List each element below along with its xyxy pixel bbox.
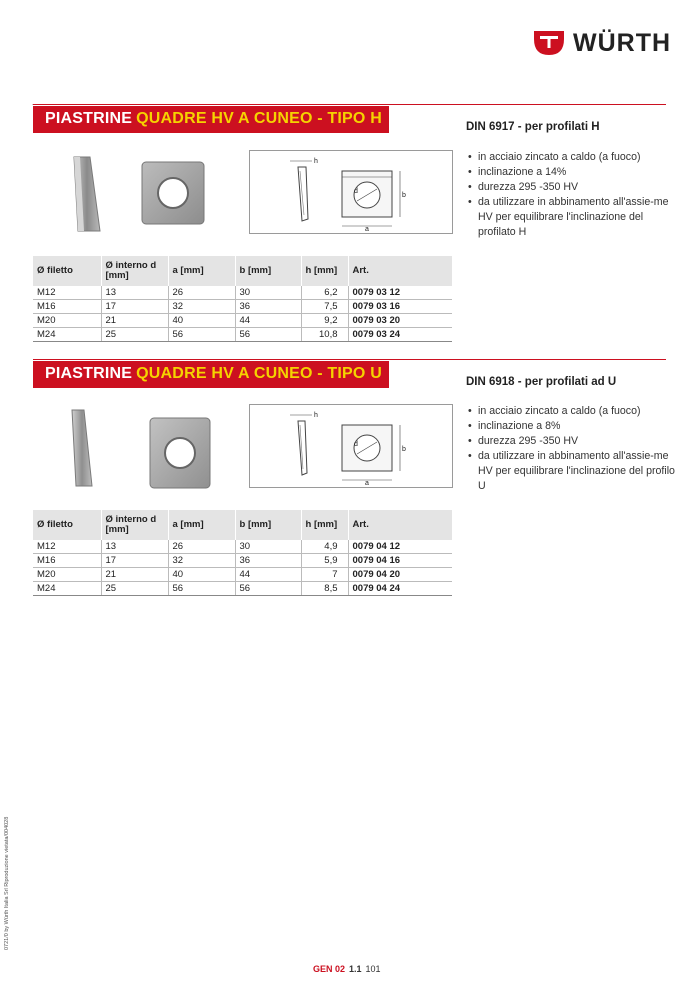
table-header: h [mm] (301, 510, 348, 540)
table-row (33, 300, 452, 314)
section-2-title-yellow: QUADRE HV A CUNEO - TIPO U (136, 365, 382, 382)
diagram-d-label: d (354, 188, 358, 195)
table-cell: 25 (101, 582, 168, 596)
table-cell: 25 (101, 328, 168, 342)
table-header: a [mm] (168, 256, 235, 286)
section-1-din: DIN 6917 - per profilati H (466, 121, 600, 133)
table-cell: 17 (101, 300, 168, 314)
section-2-technical-drawing (249, 404, 453, 488)
table-cell: 30 (235, 540, 301, 554)
square-washer-photo (140, 160, 206, 226)
section-1-bullets (466, 150, 676, 240)
table-cell: 4,9 (301, 540, 348, 554)
table-header: Ø interno d [mm] (101, 510, 168, 540)
table-cell: 32 (168, 554, 235, 568)
article-number: 0079 04 20 (348, 568, 452, 582)
table-cell: M24 (33, 328, 101, 342)
section-1-title-white: PIASTRINE (45, 110, 133, 127)
table-cell: 17 (101, 554, 168, 568)
table-cell: 9,2 (301, 314, 348, 328)
article-number: 0079 04 24 (348, 582, 452, 596)
table-cell: 32 (168, 300, 235, 314)
table-cell: 7 (301, 568, 348, 582)
table-cell: M16 (33, 300, 101, 314)
section-1-spec-table (33, 256, 452, 342)
diagram-b-label: b (402, 446, 406, 453)
copyright-text: 0721/0 by Würth Italia Srl Riproduzione vietata/004028 (4, 816, 10, 950)
section-number: 1.1 (349, 964, 362, 974)
section-2-bullets (466, 404, 676, 494)
section-2-din: DIN 6918 - per profilati ad U (466, 376, 617, 388)
table-row (33, 568, 452, 582)
table-cell: 36 (235, 300, 301, 314)
wedge-side-photo (64, 408, 100, 490)
table-row (33, 286, 452, 300)
page-number: 101 (365, 964, 381, 974)
section-2-rule (33, 359, 666, 360)
table-cell: M24 (33, 582, 101, 596)
table-cell: 44 (235, 568, 301, 582)
diagram-a-label: a (365, 480, 369, 487)
wedge-side-photo (66, 155, 106, 235)
bullet-item: • inclinazione a 14% (466, 165, 676, 180)
page-footer (313, 964, 381, 974)
table-cell: M12 (33, 540, 101, 554)
section-2-spec-table (33, 510, 452, 596)
section-1-banner (33, 106, 389, 133)
section-1-title-yellow: QUADRE HV A CUNEO - TIPO H (136, 110, 382, 127)
table-header: a [mm] (168, 510, 235, 540)
table-cell: M12 (33, 286, 101, 300)
table-cell: 8,5 (301, 582, 348, 596)
table-header: Ø filetto (33, 510, 101, 540)
section-2-banner (33, 361, 389, 388)
article-number: 0079 04 12 (348, 540, 452, 554)
table-row (33, 554, 452, 568)
table-cell: M20 (33, 314, 101, 328)
table-cell: 21 (101, 568, 168, 582)
section-2-title-white: PIASTRINE (45, 365, 133, 382)
table-cell: 13 (101, 540, 168, 554)
table-cell: 56 (235, 582, 301, 596)
diagram-a-label: a (365, 226, 369, 233)
brand-name: WÜRTH (573, 29, 672, 57)
table-cell: 40 (168, 568, 235, 582)
table-header: Art. (348, 256, 452, 286)
square-washer-photo (148, 416, 212, 490)
table-cell: 26 (168, 286, 235, 300)
table-cell: 7,5 (301, 300, 348, 314)
table-cell: 40 (168, 314, 235, 328)
table-cell: 44 (235, 314, 301, 328)
article-number: 0079 03 20 (348, 314, 452, 328)
table-header-row (33, 510, 452, 540)
table-header: b [mm] (235, 510, 301, 540)
table-cell: M20 (33, 568, 101, 582)
diagram-b-label: b (402, 192, 406, 199)
diagram-h-label: h (314, 412, 318, 419)
article-number: 0079 04 16 (348, 554, 452, 568)
wurth-logo (533, 27, 673, 61)
table-cell: 30 (235, 286, 301, 300)
table-cell: 56 (168, 328, 235, 342)
section-1-technical-drawing (249, 150, 453, 234)
table-header: Ø filetto (33, 256, 101, 286)
article-number: 0079 03 12 (348, 286, 452, 300)
table-row (33, 582, 452, 596)
bullet-item: • da utilizzare in abbinamento all'assie-me HV per equilibrare l'inclinazione del profilo U (466, 449, 676, 494)
bullet-item: • durezza 295 -350 HV (466, 434, 676, 449)
article-number: 0079 03 24 (348, 328, 452, 342)
bullet-item: • durezza 295 -350 HV (466, 180, 676, 195)
table-cell: 13 (101, 286, 168, 300)
bullet-item: • in acciaio zincato a caldo (a fuoco) (466, 150, 676, 165)
table-cell: 6,2 (301, 286, 348, 300)
copyright-side-note (4, 780, 14, 950)
table-row (33, 328, 452, 342)
table-cell: 5,9 (301, 554, 348, 568)
table-cell: 21 (101, 314, 168, 328)
wurth-logo-icon (533, 29, 565, 57)
table-cell: 56 (235, 328, 301, 342)
article-number: 0079 03 16 (348, 300, 452, 314)
table-cell: 36 (235, 554, 301, 568)
section-1-rule (33, 104, 666, 105)
diagram-h-label: h (314, 158, 318, 165)
table-cell: 26 (168, 540, 235, 554)
table-header: h [mm] (301, 256, 348, 286)
table-row (33, 540, 452, 554)
bullet-item: • in acciaio zincato a caldo (a fuoco) (466, 404, 676, 419)
table-header: Ø interno d [mm] (101, 256, 168, 286)
table-header: b [mm] (235, 256, 301, 286)
table-header: Art. (348, 510, 452, 540)
table-cell: M16 (33, 554, 101, 568)
bullet-item: • inclinazione a 8% (466, 419, 676, 434)
table-cell: 56 (168, 582, 235, 596)
diagram-d-label: d (354, 441, 358, 448)
table-header-row (33, 256, 452, 286)
table-row (33, 314, 452, 328)
table-cell: 10,8 (301, 328, 348, 342)
catalog-code: GEN 02 (313, 964, 346, 974)
bullet-item: • da utilizzare in abbinamento all'assie-me HV per equilibrare l'inclinazione del profilato H (466, 195, 676, 240)
